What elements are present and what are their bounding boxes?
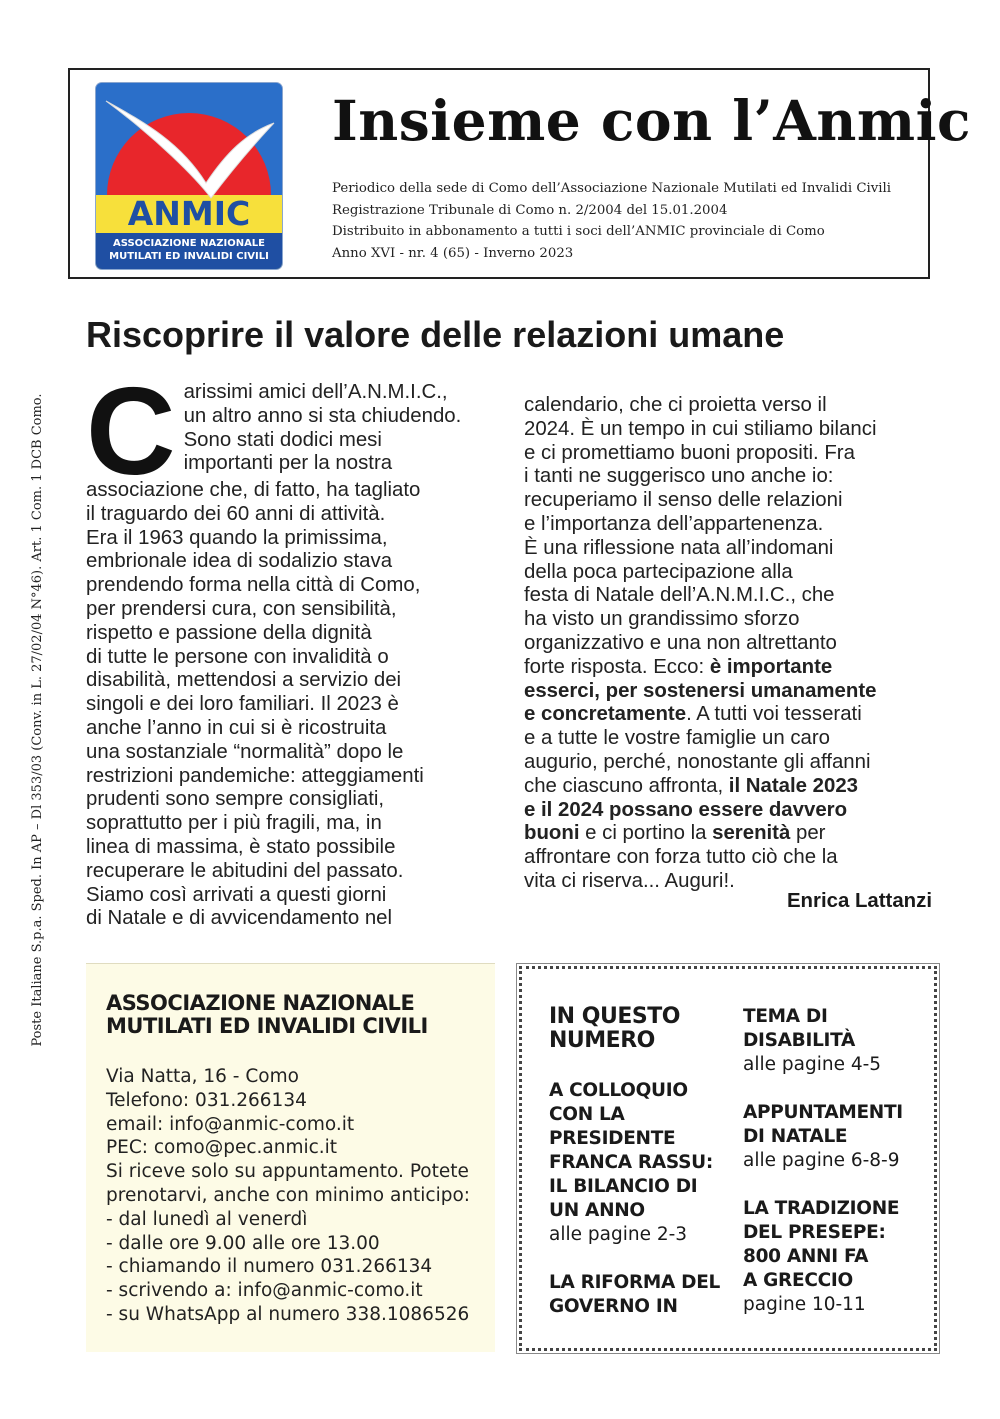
- toc-item-heading: [743, 1197, 933, 1293]
- text-line: Sono stati dodici mesi: [183, 428, 382, 451]
- toc-item-pages: alle pagine 6-8-9: [743, 1150, 900, 1171]
- text-line: [524, 703, 936, 727]
- text-run: forte risposta. Ecco:: [524, 655, 710, 678]
- info-line: Distribuito in abbonamento a tutti i soci dell’ANMIC provinciale di Como: [332, 224, 825, 239]
- emphasis-text: serenità: [712, 822, 791, 845]
- heading-line: IL BILANCIO DI: [549, 1176, 698, 1197]
- contact-line: prenotarvi, anche con minimo anticipo:: [106, 1184, 471, 1206]
- text-line: di Natale e di avvicendamento nel: [86, 907, 393, 930]
- logo-subtitle-2: MUTILATI ED INVALIDI CIVILI: [109, 251, 269, 262]
- heading-line: PRESIDENTE: [549, 1128, 676, 1149]
- text-line: di tutte le persone con invalidità o: [86, 645, 389, 668]
- heading-line: DEL PRESEPE:: [743, 1222, 886, 1243]
- text-line: Siamo così arrivati a questi giorni: [86, 883, 387, 906]
- info-line: Registrazione Tribunale di Como n. 2/2004 del 15.01.2004: [332, 202, 728, 218]
- text-line: i tanti ne suggerisco uno anche io:: [524, 465, 834, 488]
- text-line: e ci promettiamo buoni propositi. Fra: [524, 441, 855, 464]
- contact-title-line: MUTILATI ED INVALIDI CIVILI: [106, 1014, 428, 1038]
- contact-line: - scrivendo a: info@anmic-como.it: [106, 1280, 423, 1302]
- text-line: augurio, perché, nonostante gli affanni: [524, 750, 871, 773]
- emphasis-text: esserci, per sostenersi umanamente: [524, 679, 877, 702]
- text-line: della poca partecipazione alla: [524, 560, 793, 583]
- text-line: festa di Natale dell’A.N.M.I.C., che: [524, 584, 835, 607]
- text-line: recuperiamo il senso delle relazioni: [524, 489, 843, 512]
- text-line: il traguardo dei 60 anni di attività.: [86, 502, 386, 525]
- emphasis-text: il Natale 2023: [728, 774, 859, 797]
- heading-line: GOVERNO IN: [549, 1296, 678, 1317]
- toc-title-line: IN QUESTO: [549, 1004, 680, 1029]
- heading-line: TEMA DI: [743, 1006, 828, 1027]
- toc-item: [549, 1271, 729, 1319]
- text-line: [524, 680, 936, 704]
- text-line: singoli e dei loro familiari. Il 2023 è: [86, 693, 399, 716]
- toc-item-pages: alle pagine 4-5: [743, 1054, 882, 1075]
- text-run: e ci portino la: [579, 822, 713, 845]
- toc-item-heading: [549, 1271, 729, 1319]
- contact-line: Si riceve solo su appuntamento. Potete: [106, 1161, 469, 1183]
- heading-line: APPUNTAMENTI: [743, 1102, 903, 1123]
- text-line: organizzativo e una non altrettanto: [524, 631, 837, 654]
- text-run: per: [790, 822, 826, 845]
- issue-line: Anno XVI - nr. 4 (65) - Inverno 2023: [332, 245, 574, 261]
- text-line: prudenti sono sempre consigliati,: [86, 788, 385, 811]
- text-line: 2024. È un tempo in cui stiliamo bilanci: [524, 417, 877, 440]
- address-line: Via Natta, 16 - Como: [106, 1066, 299, 1087]
- toc-title: [549, 1005, 729, 1053]
- toc-item-heading: [743, 1101, 933, 1149]
- heading-line: LA TRADIZIONE: [743, 1198, 900, 1219]
- text-run: . A tutti voi tesserati: [686, 703, 862, 726]
- toc-item-pages: alle pagine 2-3: [549, 1224, 688, 1245]
- info-line: Periodico della sede di Como dell’Associazione Nazionale Mutilati ed Invalidi Civili: [332, 181, 892, 196]
- heading-line: A COLLOQUIO: [549, 1080, 688, 1101]
- toc-item-heading: [549, 1079, 729, 1223]
- contact-box: [86, 963, 495, 1352]
- contact-line: - dalle ore 9.00 alle ore 13.00: [106, 1232, 380, 1254]
- contact-title-line: ASSOCIAZIONE NAZIONALE: [106, 991, 415, 1015]
- text-line: [524, 822, 936, 846]
- logo-subtitle-1: ASSOCIAZIONE NAZIONALE: [112, 238, 266, 249]
- email-line: email: info@anmic-como.it: [106, 1113, 355, 1135]
- text-line: e l’importanza dell’appartenenza.: [524, 512, 824, 535]
- heading-line: 800 ANNI FA: [743, 1246, 869, 1267]
- phone-line: Telefono: 031.266134: [106, 1089, 307, 1111]
- contact-details: [106, 1065, 470, 1327]
- contact-line: - su WhatsApp al numero 338.1086526: [106, 1303, 470, 1325]
- text-line: rispetto e passione della dignità: [86, 621, 372, 644]
- emphasis-text: è importante: [709, 655, 833, 678]
- text-line: [524, 656, 936, 680]
- text-line: disabilità, mettendosi a servizio dei: [86, 669, 402, 692]
- article-column-right: [524, 394, 936, 894]
- emphasis-text: e il 2024 possano essere davvero: [524, 798, 848, 821]
- toc-item: [549, 1079, 729, 1247]
- emphasis-text: buoni: [524, 822, 580, 845]
- toc-item-pages: pagine 10-11: [743, 1294, 866, 1315]
- heading-line: UN ANNO: [549, 1200, 645, 1221]
- heading-line: CON LA: [549, 1104, 625, 1125]
- drop-cap: C: [86, 363, 176, 501]
- toc-title-line: NUMERO: [549, 1028, 655, 1053]
- heading-line: A GRECCIO: [743, 1270, 853, 1291]
- text-run: che ciascuno affronta,: [524, 774, 729, 797]
- toc-item: [743, 1005, 933, 1077]
- text-line: embrionale idea di sodalizio stava: [86, 550, 393, 573]
- text-line: calendario, che ci proietta verso il: [524, 394, 827, 416]
- heading-line: DISABILITÀ: [743, 1030, 856, 1051]
- logo-wordmark: ANMIC: [127, 194, 251, 233]
- text-line: vita ci riserva... Auguri!.: [524, 869, 735, 892]
- text-line: una sostanziale “normalità” dopo le: [86, 740, 404, 763]
- pec-line: PEC: como@pec.anmic.it: [106, 1137, 338, 1159]
- heading-line: DI NATALE: [743, 1126, 848, 1147]
- table-of-contents: [519, 966, 937, 1351]
- anmic-logo: [96, 83, 282, 269]
- text-line: linea di massima, è stato possibile: [86, 835, 396, 858]
- text-line: e a tutte le vostre famiglie un caro: [524, 727, 831, 750]
- text-line: arissimi amici dell’A.N.M.I.C.,: [183, 381, 448, 403]
- text-line: anche l’anno in cui si è ricostruita: [86, 716, 387, 739]
- text-line: prendendo forma nella città di Como,: [86, 574, 421, 597]
- heading-line: LA RIFORMA DEL: [549, 1272, 721, 1293]
- article-column-left: [86, 363, 486, 931]
- text-line: soprattutto per i più fragili, ma, in: [86, 812, 382, 835]
- text-line: recuperare le abitudini del passato.: [86, 859, 404, 882]
- contact-line: - chiamando il numero 031.266134: [106, 1256, 433, 1278]
- contact-line: - dal lunedì al venerdì: [106, 1208, 308, 1230]
- postal-note: Poste Italiane S.p.a. Sped. In AP – Dl 353/03 (Conv. in L. 27/02/04 N°46). Art. 1 Com. 1 DCB Como.: [30, 393, 45, 1047]
- text-line: affrontare con forza tutto ciò che la: [524, 846, 838, 869]
- text-line: associazione che, di fatto, ha tagliato: [86, 479, 421, 501]
- text-line: per prendersi cura, con sensibilità,: [86, 597, 397, 620]
- toc-item: [743, 1197, 933, 1317]
- emphasis-text: e concretamente: [524, 703, 687, 726]
- text-line: importanti per la nostra: [183, 452, 393, 475]
- text-line: [524, 775, 936, 799]
- heading-line: FRANCA RASSU:: [549, 1152, 713, 1173]
- toc-item: [743, 1101, 933, 1173]
- contact-title: [106, 992, 428, 1038]
- toc-column-right: [743, 1005, 933, 1341]
- toc-item-heading: [743, 1005, 933, 1053]
- text-line: ha visto un grandissimo sforzo: [524, 608, 800, 631]
- toc-column-left: [549, 1005, 729, 1343]
- text-line: [524, 799, 936, 823]
- text-line: Era il 1963 quando la primissima,: [86, 526, 388, 549]
- text-line: È una riflessione nata all’indomani: [524, 536, 834, 559]
- text-line: un altro anno si sta chiudendo.: [183, 404, 462, 427]
- publication-info: [332, 178, 891, 264]
- article-headline: Riscoprire il valore delle relazioni umane: [86, 314, 785, 355]
- masthead: [68, 68, 971, 279]
- text-line: restrizioni pandemiche: atteggiamenti: [86, 764, 424, 787]
- article-signature: Enrica Lattanzi: [786, 890, 932, 912]
- publication-title: Insieme con l’Anmic: [332, 88, 971, 153]
